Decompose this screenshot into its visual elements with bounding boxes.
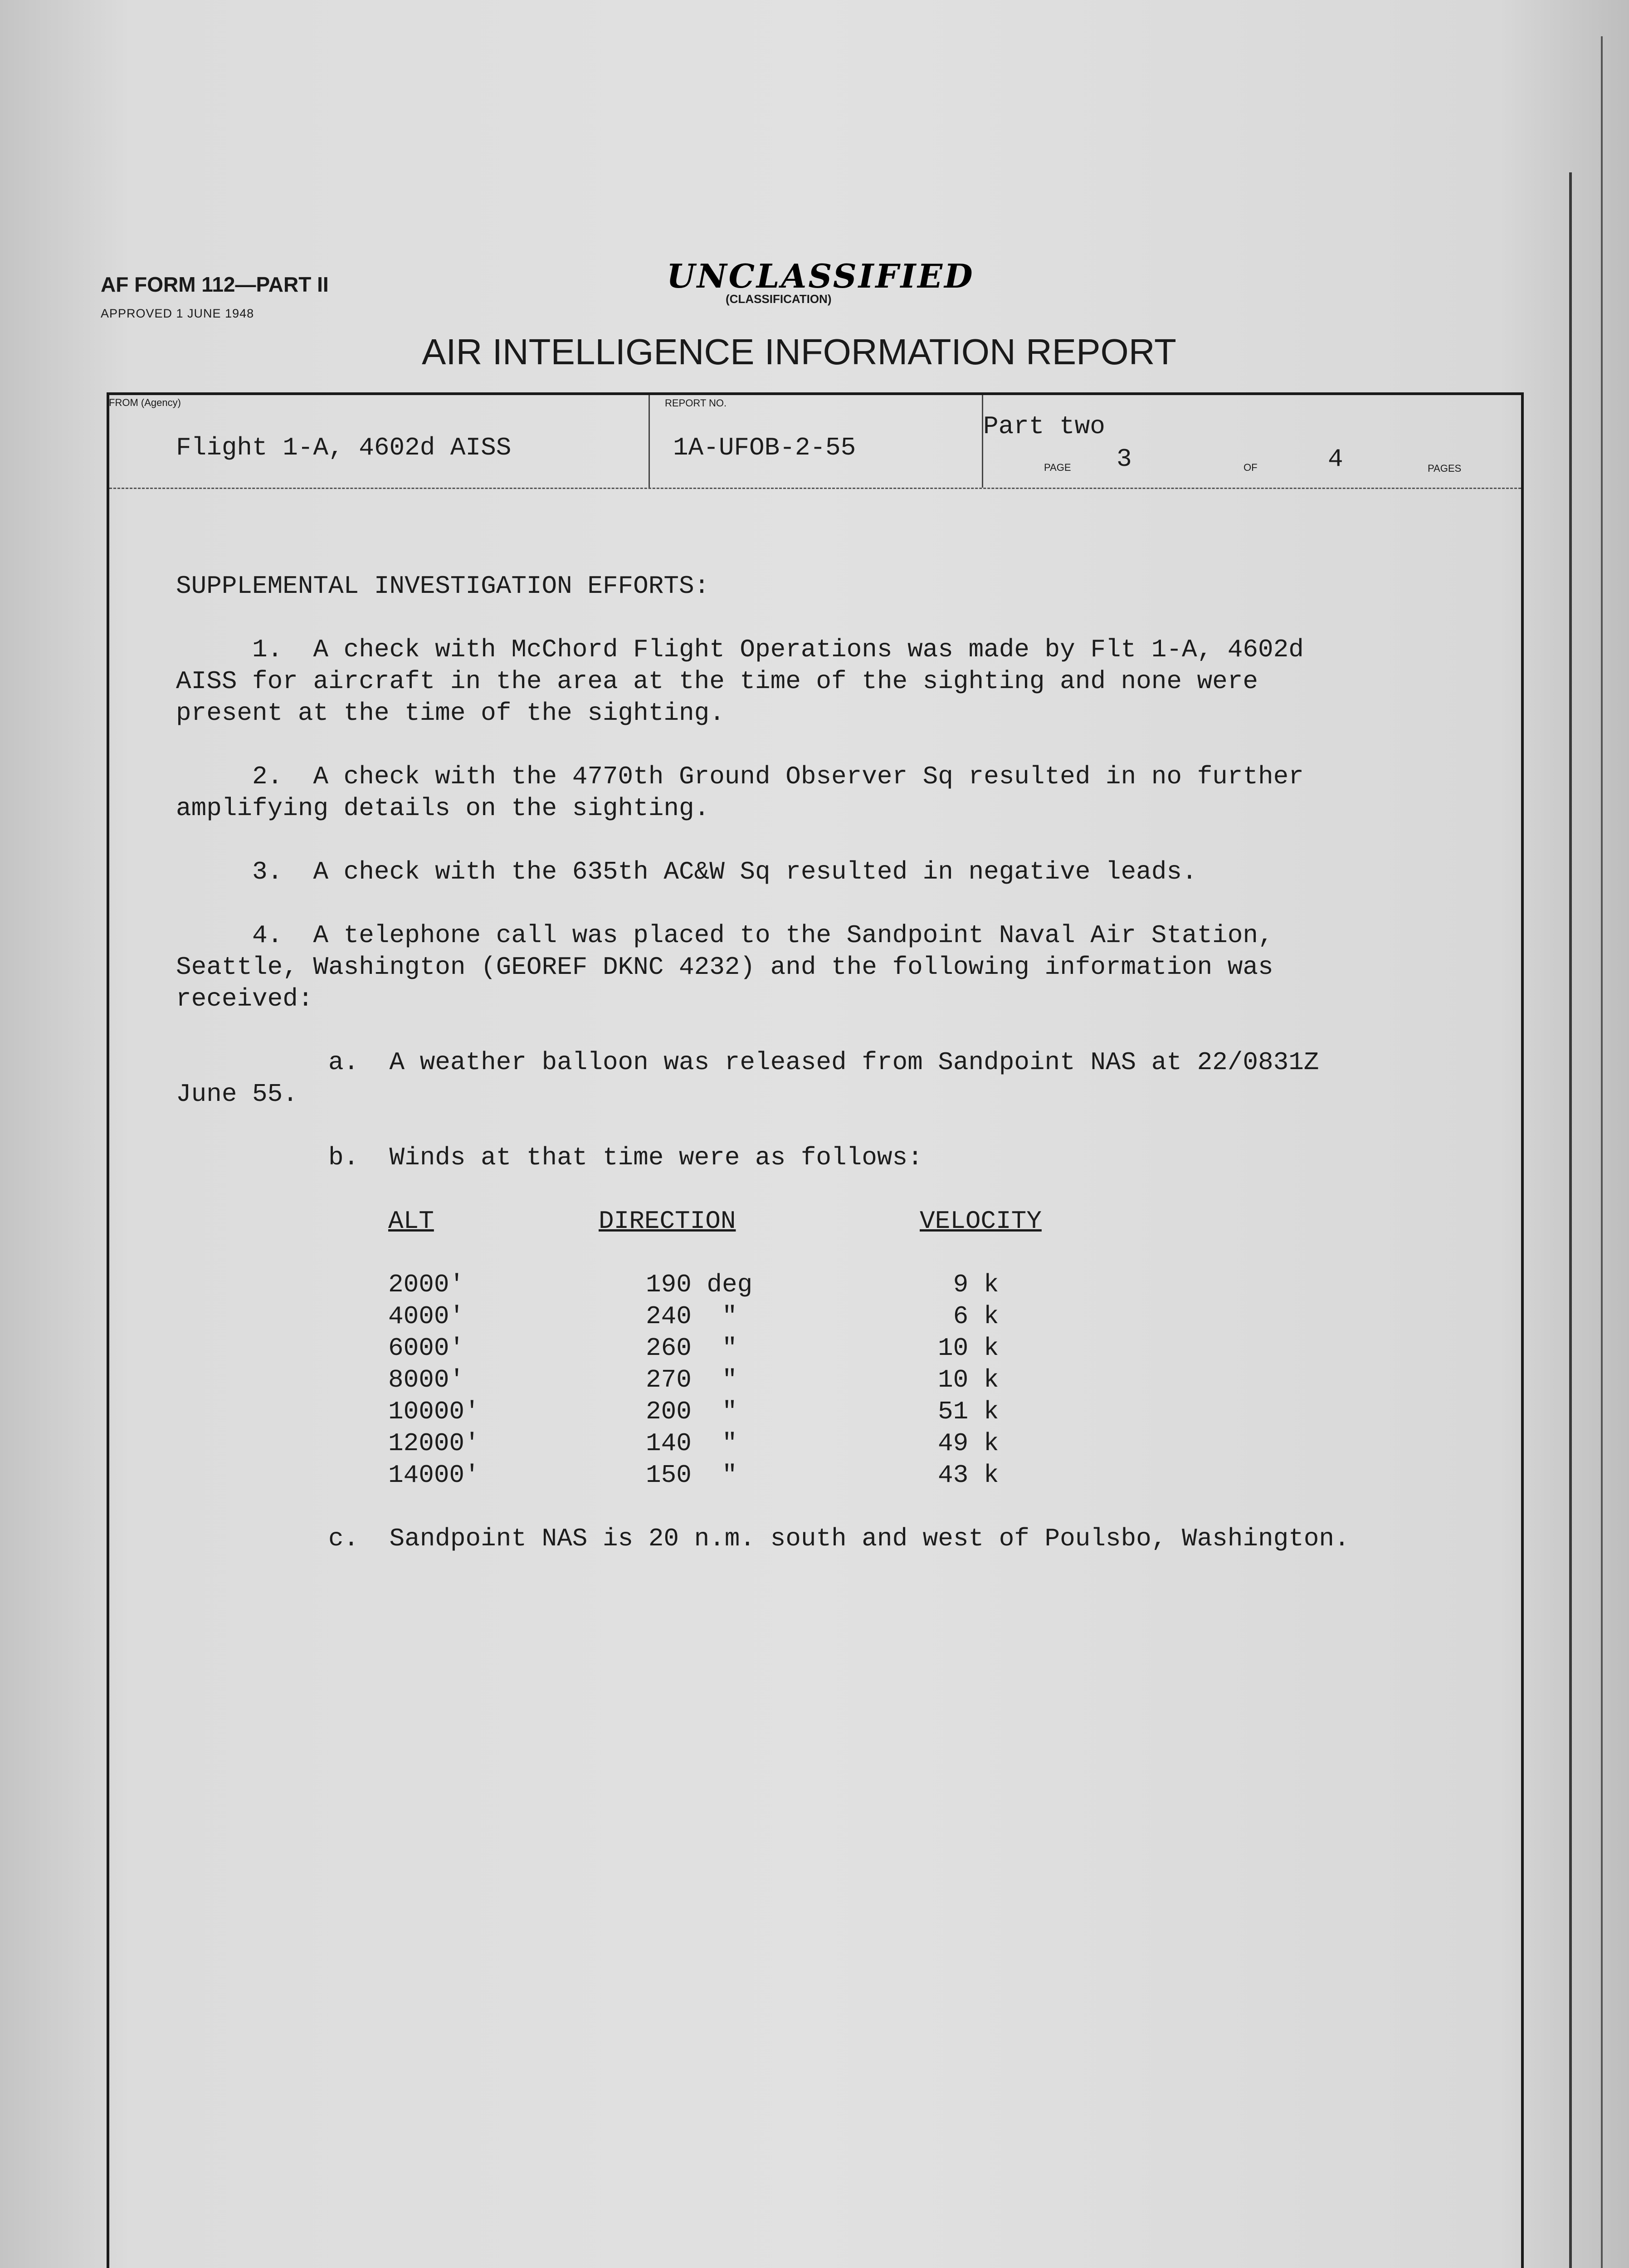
table-cell-alt: 2000': [388, 1270, 465, 1299]
table-cell-alt: 8000': [388, 1365, 465, 1394]
table-header-direction: DIRECTION: [599, 1207, 736, 1236]
table-header-velocity: VELOCITY: [920, 1207, 1042, 1236]
table-cell-alt: 4000': [388, 1302, 465, 1331]
table-cell-alt: 12000': [388, 1429, 480, 1458]
header-column-divider-2: [982, 395, 983, 488]
report-number-value: 1A-UFOB-2-55: [673, 433, 856, 462]
paragraph-4-line-2: Seattle, Washington (GEOREF DKNC 4232) and the following information was: [176, 953, 1273, 982]
from-label: FROM (Agency): [109, 397, 181, 408]
table-cell-velocity: 9 k: [938, 1270, 999, 1299]
page-label: PAGE: [1044, 462, 1071, 473]
table-cell-velocity: 6 k: [938, 1302, 999, 1331]
subparagraph-a-line-2: June 55.: [176, 1080, 298, 1109]
table-cell-velocity: 10 k: [938, 1365, 999, 1394]
subparagraph-b-line-1: b. Winds at that time were as follows:: [176, 1143, 923, 1172]
table-cell-velocity: 10 k: [938, 1334, 999, 1363]
from-value: Flight 1-A, 4602d AISS: [176, 433, 512, 462]
paragraph-1-line-1: 1. A check with McChord Flight Operations was made by Flt 1-A, 4602d: [176, 635, 1304, 664]
paragraph-2-line-1: 2. A check with the 4770th Ground Observer Sq resulted in no further: [176, 762, 1304, 791]
paragraph-1-line-2: AISS for aircraft in the area at the time of the sighting and none were: [176, 667, 1258, 696]
table-cell-alt: 6000': [388, 1334, 465, 1363]
subparagraph-c-line-1: c. Sandpoint NAS is 20 n.m. south and west of Poulsbo, Washington.: [176, 1524, 1350, 1553]
table-header-alt: ALT: [388, 1207, 434, 1236]
section-heading: SUPPLEMENTAL INVESTIGATION EFFORTS:: [176, 572, 710, 601]
page-edge-shadow: [1569, 172, 1572, 2268]
table-cell-direction: 190 deg: [646, 1270, 753, 1299]
classification-stamp-top: UNCLASSIFIED: [667, 257, 975, 295]
table-cell-velocity: 43 k: [938, 1461, 999, 1490]
form-id: AF FORM 112—PART II: [101, 273, 329, 296]
paragraph-2-line-2: amplifying details on the sighting.: [176, 794, 710, 823]
subparagraph-a-line-1: a. A weather balloon was released from Sandpoint NAS at 22/0831Z: [176, 1048, 1319, 1077]
table-cell-direction: 140 ": [646, 1429, 737, 1458]
of-label: OF: [1244, 462, 1258, 473]
table-cell-direction: 270 ": [646, 1365, 737, 1394]
table-cell-direction: 150 ": [646, 1461, 737, 1490]
paragraph-4-line-3: received:: [176, 984, 313, 1013]
form-approved-date: APPROVED 1 JUNE 1948: [101, 307, 254, 320]
table-cell-velocity: 49 k: [938, 1429, 999, 1458]
table-cell-alt: 10000': [388, 1397, 480, 1426]
table-cell-direction: 200 ": [646, 1397, 737, 1426]
classification-label-top: (CLASSIFICATION): [726, 292, 832, 306]
table-cell-direction: 240 ": [646, 1302, 737, 1331]
report-number-label: REPORT NO.: [665, 397, 727, 409]
report-title: AIR INTELLIGENCE INFORMATION REPORT: [422, 332, 1176, 372]
of-value: 4: [1328, 445, 1343, 474]
table-cell-velocity: 51 k: [938, 1397, 999, 1426]
part-value: Part two: [983, 412, 1105, 441]
table-cell-alt: 14000': [388, 1461, 480, 1490]
page-edge-shadow-outer: [1601, 36, 1603, 2268]
pages-label: PAGES: [1428, 463, 1462, 474]
paragraph-3-line-1: 3. A check with the 635th AC&W Sq resulted in negative leads.: [176, 857, 1197, 886]
header-divider: [109, 488, 1521, 489]
page-value: 3: [1117, 445, 1132, 474]
table-cell-direction: 260 ": [646, 1334, 737, 1363]
paragraph-4-line-1: 4. A telephone call was placed to the Sandpoint Naval Air Station,: [176, 921, 1273, 950]
header-column-divider-1: [649, 395, 650, 488]
paragraph-1-line-3: present at the time of the sighting.: [176, 699, 725, 728]
